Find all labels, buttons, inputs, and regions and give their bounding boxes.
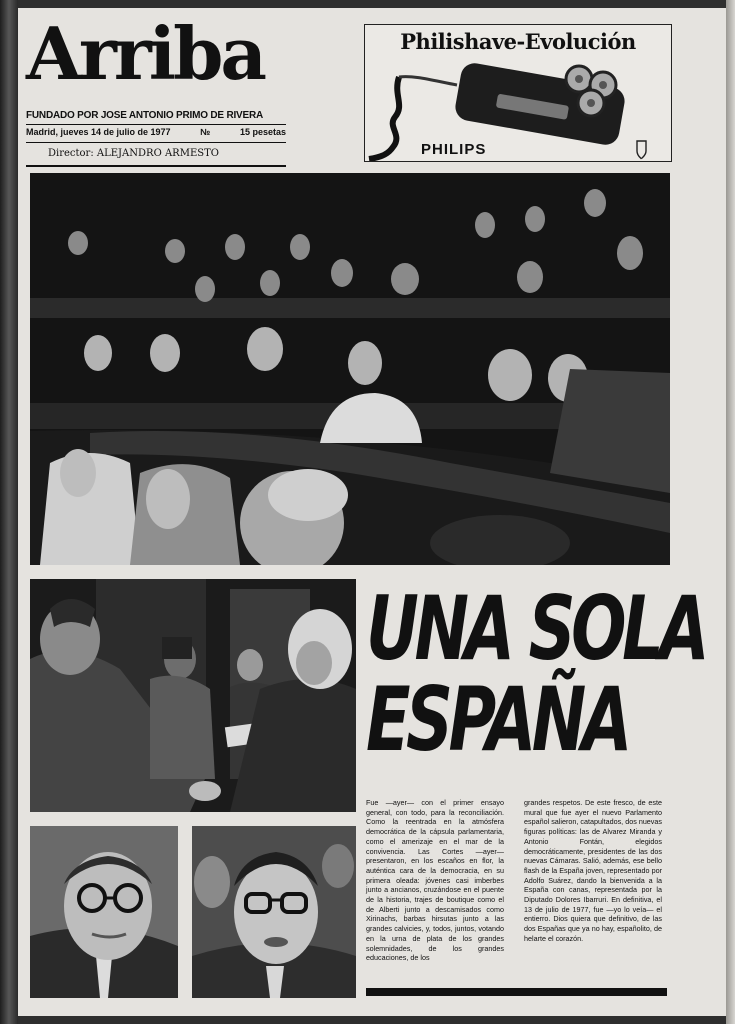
ad-title: Philishave-Evolución [400,29,636,54]
issue-mark: № [200,127,211,137]
bottom-rule [366,988,667,996]
director-line [48,148,219,159]
ad-brand: PHILIPS [421,141,487,158]
director-label: Director: [48,148,94,159]
article-column-2: grandes respetos. De este fresco, de este mural que fue ayer el nuevo Parlamento español salieron, catapultados, dos nuevas figuras políticas: las de Alvarez Miranda y Antonio Fontán, elegidos democráticamente, presidentes de las dos nuevas Cámaras. Salió, además, ese bello flash de la España joven, representado por Adolfo Suárez, dando la bienvenida a la España con canas, representada por la Diputado Dolores Ibarruri. En definitiva, el 13 de julio de 1977, fue —yo lo veía— el entierro. Dios quiera que definitivo, de las dos Españas que ya no hay, españolito, de helarte el corazón. [524,798,662,943]
headline-line-1: UNA SOLA [366,577,706,680]
book-binding [0,0,18,1024]
director-name: ALEJANDRO ARMESTO [96,148,219,159]
philishave-advertisement [364,24,672,162]
portrait-photo-right [192,826,356,998]
article-column-1: Fue —ayer— con el primer ensayo general, con todo, para la reconciliación. Como la reentrada en la atmósfera democrática de la cápsula parlamentaria, como el amerizaje en el mar de la convivencia. Las Cortes —ayer— presentaron, en los escaños en flor, la auténtica cara de la democracia, en su primera oleada: jóvenes casi imberbes junto a ancianos, cruzándose en el puente de la historia, trajes de boutique como el de Alberti junto a descamisados como Xirinachs, barbas hirsutas junto a las grandes calvicies, y, todos, juntos, votando en la urna de plata de los grandes solemnidades, de los grandes educaciones, de los [366,798,504,963]
portrait-photo-left [30,826,178,998]
main-headline [366,577,706,771]
electric-shaver-image [365,55,671,161]
newspaper-page [18,8,726,1016]
dateline: Madrid, jueves 14 de julio de 1977 [26,127,171,137]
masthead-rule [26,165,286,167]
masthead-rule [26,142,286,143]
page-edge [726,0,735,1024]
founder-line: FUNDADO POR JOSE ANTONIO PRIMO DE RIVERA [26,110,264,121]
masthead-rule [26,124,286,125]
headline-line-2: ESPAÑA [366,668,628,771]
philips-shield-icon [637,141,646,159]
price: 15 pesetas [239,127,286,137]
parliament-seats-photo [30,173,670,565]
newspaper-title: Arriba [26,11,265,96]
masthead [26,11,288,166]
handshake-photo [30,579,356,812]
dateline-row [26,127,286,137]
